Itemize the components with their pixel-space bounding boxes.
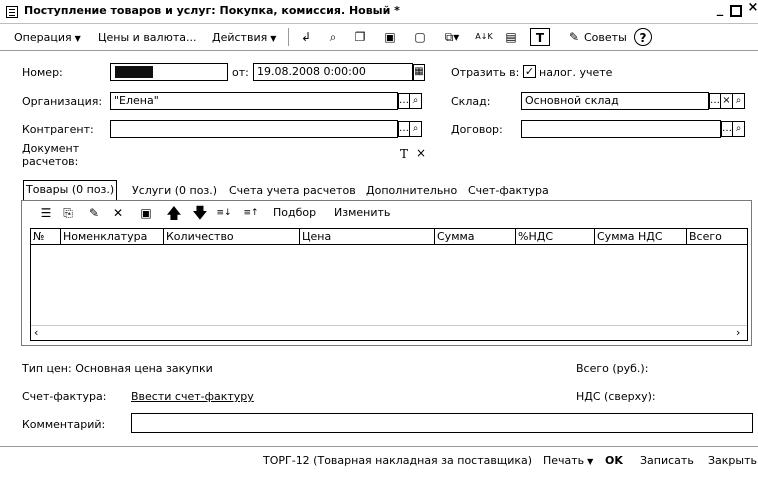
total-label: Всего (руб.):	[576, 362, 649, 375]
print-menu[interactable]	[543, 454, 593, 467]
column-header-number[interactable]: №	[31, 229, 61, 244]
contractor-label: Контрагент:	[22, 123, 94, 136]
window-title: Поступление товаров и услуг: Покупка, комиссия. Новый *	[24, 4, 400, 17]
column-header-total[interactable]: Всего	[689, 230, 722, 243]
select-ellipsis-button[interactable]: …	[721, 121, 733, 137]
copy-row-icon[interactable]: ⎘	[63, 206, 73, 220]
change-button[interactable]: Изменить	[334, 206, 391, 219]
organization-label: Организация:	[22, 95, 103, 108]
tax-accounting-label: налог. учете	[539, 66, 613, 79]
invoice-label: Счет-фактура:	[22, 390, 107, 403]
price-type-label[interactable]: Тип цен: Основная цена закупки	[22, 362, 213, 375]
comment-field[interactable]	[131, 413, 753, 433]
organization-field[interactable]: "Елена"	[110, 92, 398, 110]
open-magnifier-icon[interactable]: ⌕	[410, 93, 422, 109]
scroll-right-icon[interactable]: ›	[736, 326, 741, 339]
reflect-label: Отразить в:	[451, 66, 520, 79]
close-window-button[interactable]: ×	[747, 0, 758, 15]
dropdown-arrow-icon: ▼	[587, 457, 594, 466]
sort-az-icon[interactable]: A↓K	[475, 32, 493, 41]
actions-menu-label: Действия	[212, 31, 268, 44]
goods-table-header	[31, 229, 747, 245]
contract-label: Договор:	[451, 123, 503, 136]
clear-icon[interactable]: ×	[721, 93, 733, 109]
tax-accounting-checkbox[interactable]: ✓	[524, 65, 535, 78]
date-prefix: от:	[232, 66, 249, 79]
toolbar-separator	[288, 28, 289, 46]
based-on-icon[interactable]: ⧉▾	[444, 30, 460, 44]
document-icon	[6, 6, 18, 18]
print-label: Печать	[543, 454, 585, 467]
torg12-print-button[interactable]: ТОРГ-12 (Товарная накладная за поставщика)	[263, 454, 533, 467]
edit-row-icon[interactable]: ✎	[88, 206, 100, 220]
dropdown-arrow-icon: ▼	[74, 34, 81, 43]
contractor-field[interactable]	[110, 120, 398, 138]
ok-button[interactable]: OK	[605, 454, 623, 467]
delete-row-icon[interactable]: ✕	[112, 206, 124, 220]
find-icon[interactable]: ⌕	[329, 30, 337, 44]
horizontal-scrollbar[interactable]	[31, 325, 747, 340]
clear-settlement-button[interactable]: ×	[416, 146, 427, 160]
column-header-quantity[interactable]: Количество	[164, 229, 300, 244]
end-edit-icon[interactable]: ▣	[140, 206, 152, 220]
open-magnifier-icon[interactable]: ⌕	[733, 121, 745, 137]
minimize-button[interactable]: _	[716, 2, 724, 17]
format-icon[interactable]: T	[530, 28, 550, 46]
select-items-button[interactable]: Подбор	[273, 206, 317, 219]
column-header-price[interactable]: Цена	[300, 229, 435, 244]
prices-currency-button[interactable]: Цены и валюта...	[98, 31, 197, 44]
number-label: Номер:	[22, 66, 63, 79]
move-up-icon[interactable]: 🡅	[166, 204, 182, 222]
tab-settlement-accounts[interactable]: Счета учета расчетов	[229, 184, 356, 197]
close-button[interactable]: Закрыть	[708, 454, 757, 467]
actions-menu[interactable]	[212, 31, 276, 44]
bottom-bar	[0, 446, 758, 474]
select-ellipsis-button[interactable]: …	[398, 121, 410, 137]
settlement-document-label: Документ расчетов:	[22, 142, 80, 168]
type-select-button[interactable]: Т	[400, 147, 409, 161]
dropdown-arrow-icon: ▼	[270, 34, 277, 43]
move-down-icon[interactable]: 🡇	[192, 204, 208, 222]
maximize-button[interactable]	[730, 5, 742, 17]
post-document-icon[interactable]: ▣	[384, 30, 396, 44]
number-field[interactable]	[110, 63, 228, 81]
select-ellipsis-button[interactable]: …	[709, 93, 721, 109]
tab-invoice[interactable]: Счет-фактура	[468, 184, 549, 197]
copy-document-icon[interactable]: ❐	[354, 30, 366, 44]
open-magnifier-icon[interactable]: ⌕	[733, 93, 745, 109]
scroll-left-icon[interactable]: ‹	[34, 326, 39, 339]
back-icon[interactable]: ↲	[300, 30, 312, 44]
sort-descending-icon[interactable]: ≡↑	[243, 208, 259, 218]
tab-goods[interactable]: Товары (0 поз.)	[23, 180, 117, 201]
tips-button[interactable]: Советы	[584, 31, 627, 44]
tab-services[interactable]: Услуги (0 поз.)	[132, 184, 218, 197]
contract-field[interactable]	[521, 120, 721, 138]
column-header-vat-sum[interactable]: Сумма НДС	[595, 229, 687, 244]
calendar-icon[interactable]: ▦	[413, 64, 425, 81]
sort-ascending-icon[interactable]: ≡↓	[216, 208, 232, 218]
tips-icon[interactable]: ✎	[568, 30, 580, 44]
warehouse-label: Склад:	[451, 95, 491, 108]
title-bar	[0, 0, 758, 24]
operation-menu[interactable]	[14, 31, 81, 44]
report-icon[interactable]: ▤	[505, 30, 517, 44]
main-toolbar	[0, 24, 758, 51]
tab-additional[interactable]: Дополнительно	[366, 184, 458, 197]
vat-label: НДС (сверху):	[576, 390, 656, 403]
column-header-vat-rate[interactable]: %НДС	[516, 229, 595, 244]
date-field[interactable]: 19.08.2008 0:00:00	[253, 63, 413, 81]
add-row-icon[interactable]: ☰	[40, 206, 52, 220]
help-button[interactable]: ?	[634, 28, 652, 46]
unpost-document-icon[interactable]: ▢	[414, 30, 426, 44]
operation-menu-label: Операция	[14, 31, 72, 44]
comment-label: Комментарий:	[22, 418, 106, 431]
save-button[interactable]: Записать	[640, 454, 694, 467]
column-header-item[interactable]: Номенклатура	[61, 229, 164, 244]
open-magnifier-icon[interactable]: ⌕	[410, 121, 422, 137]
select-ellipsis-button[interactable]: …	[398, 93, 410, 109]
column-header-sum[interactable]: Сумма	[435, 229, 516, 244]
warehouse-field[interactable]: Основной склад	[521, 92, 709, 110]
enter-invoice-link[interactable]: Ввести счет-фактуру	[131, 390, 254, 403]
redacted-number	[115, 66, 153, 78]
